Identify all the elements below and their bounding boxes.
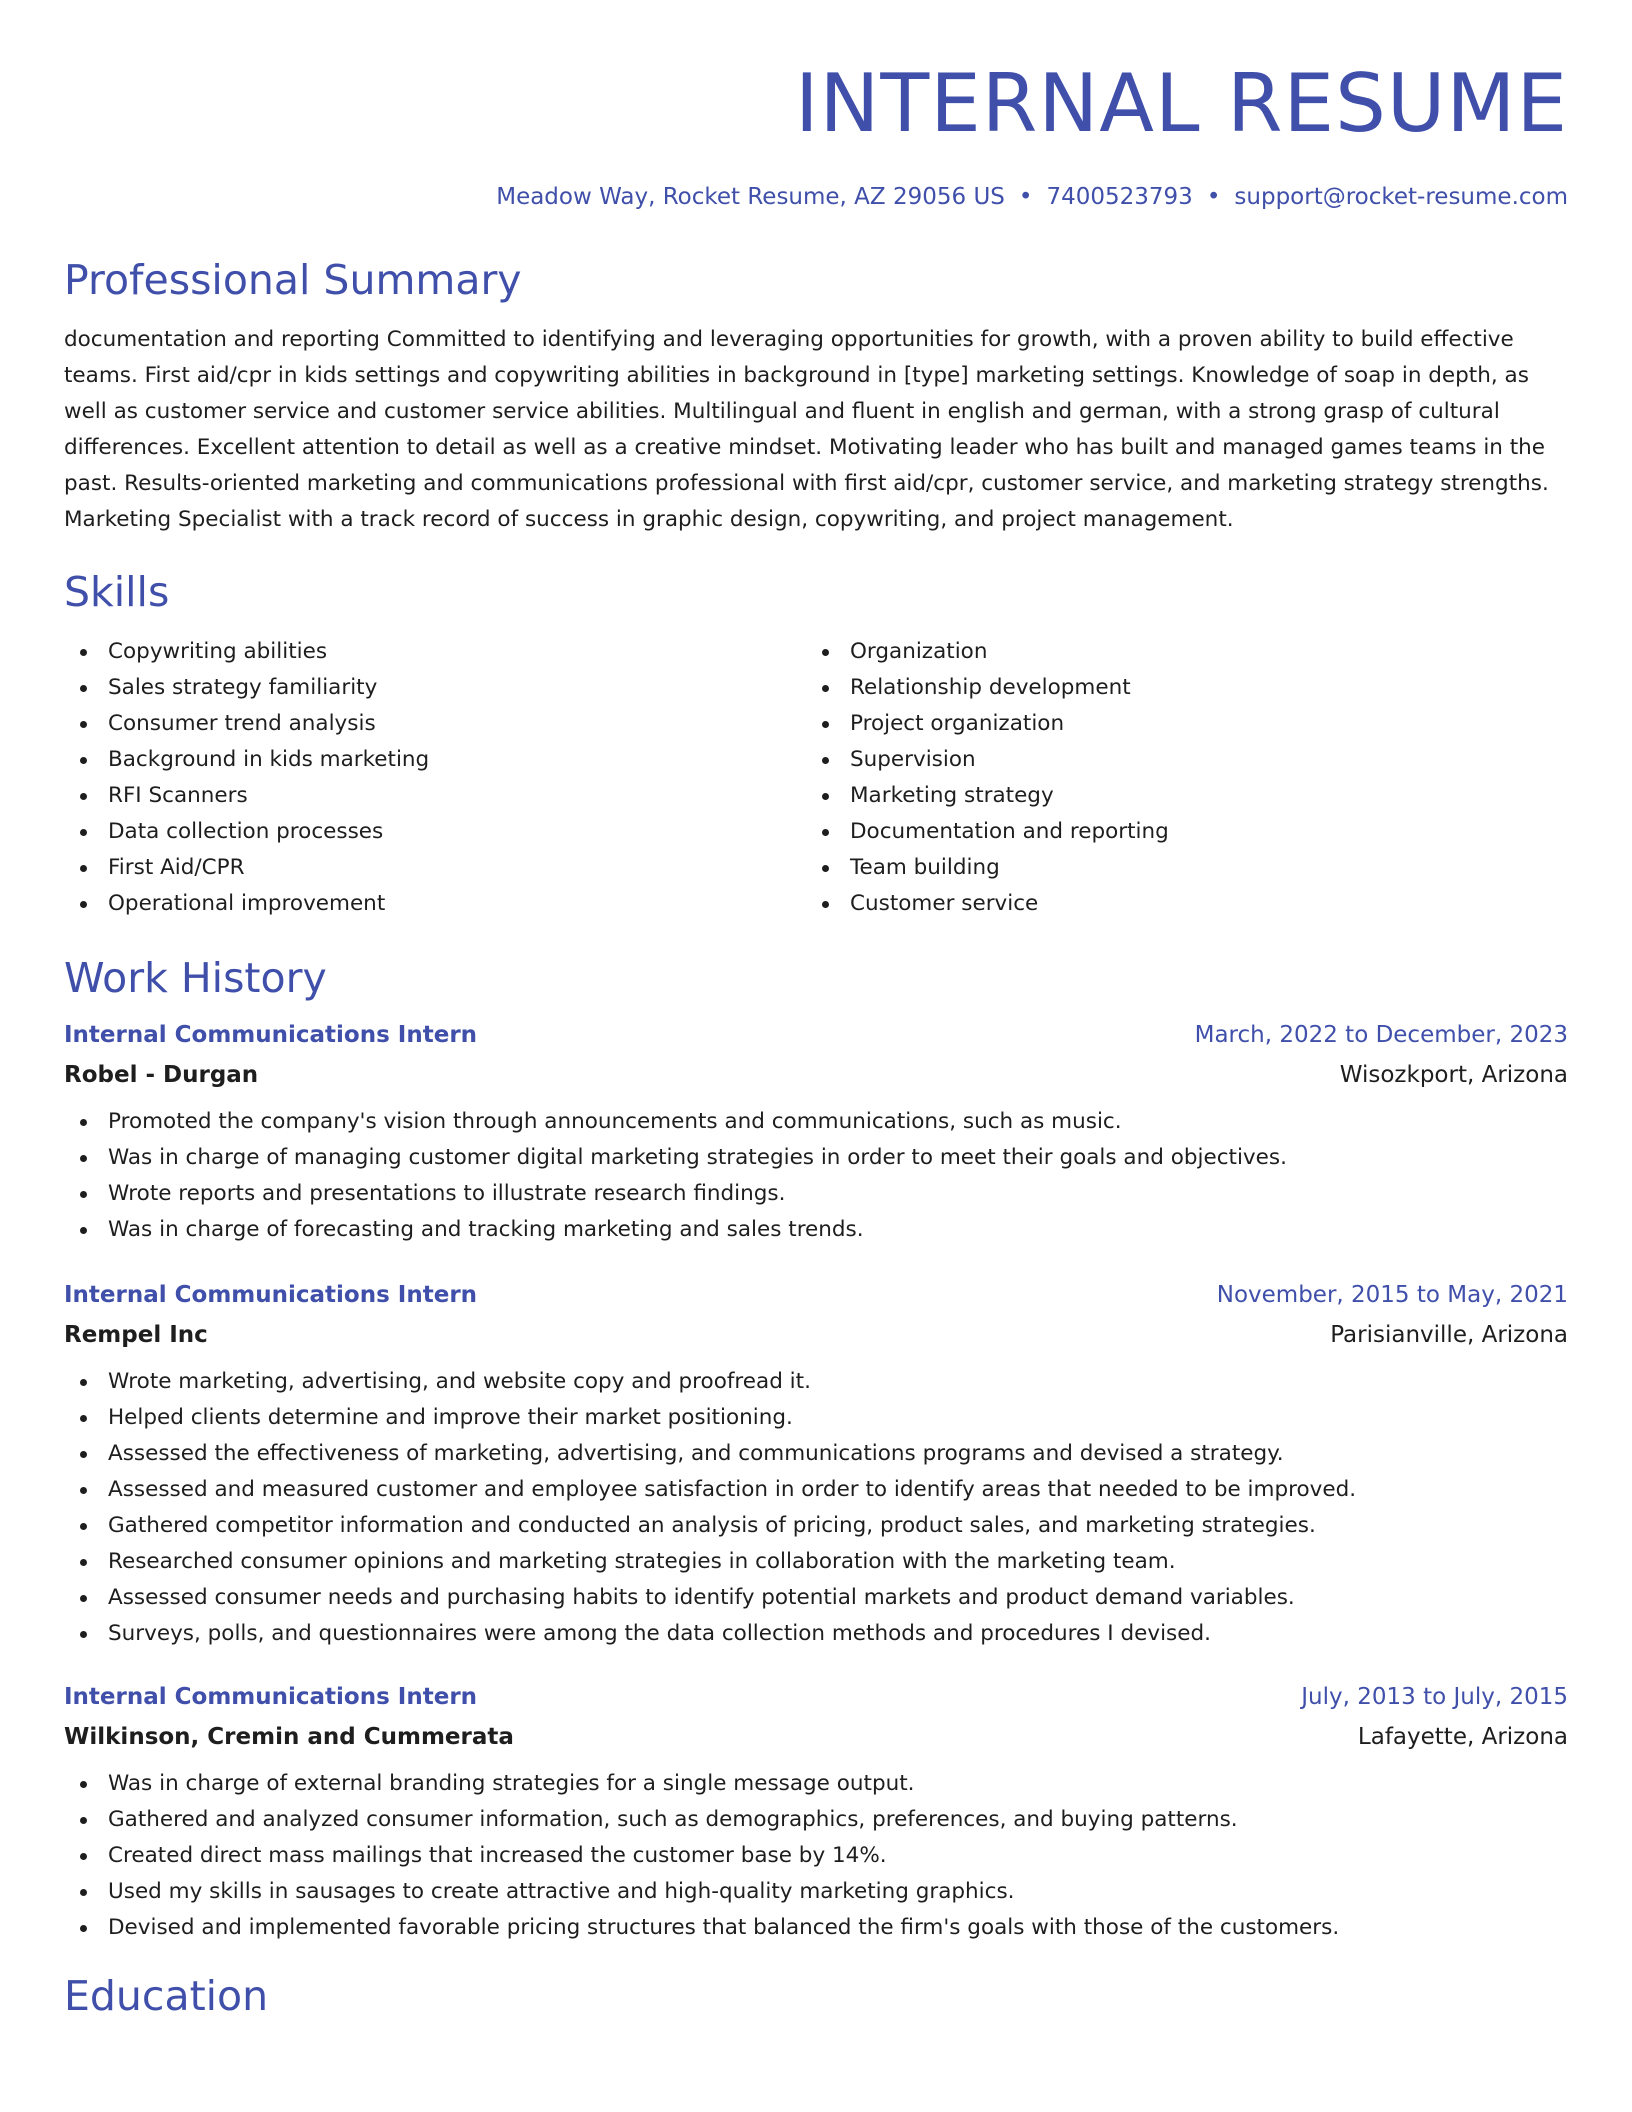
job-company: Robel - Durgan [64, 1062, 259, 1088]
job-bullet: Gathered competitor information and conducted an analysis of pricing, product sales, and marketing strategies. [64, 1508, 1568, 1544]
resume-page [64, 0, 1568, 2020]
job-bullets [64, 1766, 1568, 1946]
job-company: Wilkinson, Cremin and Cummerata [64, 1724, 514, 1750]
skill-item: Team building [806, 850, 1548, 886]
resume-name: INTERNAL RESUME [794, 57, 1568, 150]
job-header [64, 1020, 1568, 1050]
job-bullet: Was in charge of managing customer digital marketing strategies in order to meet their goals and objectives. [64, 1140, 1568, 1176]
job-bullet: Researched consumer opinions and marketing strategies in collaboration with the marketing team. [64, 1544, 1568, 1580]
job-bullet: Was in charge of external branding strategies for a single message output. [64, 1766, 1568, 1802]
contact-email: support@rocket-resume.com [1234, 184, 1568, 210]
skill-item: Customer service [806, 886, 1548, 922]
job-bullet: Assessed consumer needs and purchasing habits to identify potential markets and product demand variables. [64, 1580, 1568, 1616]
job-dates: July, 2013 to July, 2015 [1301, 1684, 1568, 1710]
job-entry [64, 1020, 1568, 1248]
contact-separator: • [1206, 184, 1221, 210]
skill-item: Documentation and reporting [806, 814, 1548, 850]
job-entry [64, 1280, 1568, 1652]
skill-item: Project organization [806, 706, 1548, 742]
job-employer-line [64, 1722, 1568, 1752]
skill-item: Supervision [806, 742, 1548, 778]
summary-heading: Professional Summary [64, 256, 522, 304]
skill-item: Consumer trend analysis [64, 706, 806, 742]
job-bullets [64, 1364, 1568, 1652]
job-location: Wisozkport, Arizona [1339, 1062, 1568, 1088]
skill-item: RFI Scanners [64, 778, 806, 814]
job-bullet: Used my skills in sausages to create attractive and high-quality marketing graphics. [64, 1874, 1568, 1910]
job-employer-line [64, 1060, 1568, 1090]
skill-item: First Aid/CPR [64, 850, 806, 886]
job-bullets [64, 1104, 1568, 1248]
skills-heading: Skills [64, 568, 170, 616]
job-company: Rempel Inc [64, 1322, 208, 1348]
contact-line [64, 182, 1568, 212]
contact-separator: • [1018, 184, 1033, 210]
job-bullet: Was in charge of forecasting and tracking marketing and sales trends. [64, 1212, 1568, 1248]
summary-text: documentation and reporting Committed to identifying and leveraging opportunities for growth, with a proven ability to build effective teams. First aid/cpr in kids settings and copywriting abilities in background in [type] marketing settings. Knowledge of soap in depth, as well as customer service and customer service abilities. Multilingual and fluent in english and german, with a strong grasp of cultural differences. Excellent attention to detail as well as a creative mindset. Motivating leader who has built and managed games teams in the past. Results-oriented marketing and communications professional with first aid/cpr, customer service, and marketing strategy strengths. Marketing Specialist with a track record of success in graphic design, copywriting, and project management. [64, 327, 1549, 532]
job-title: Internal Communications Intern [64, 1684, 478, 1710]
job-entry [64, 1682, 1568, 1946]
skill-item: Organization [806, 634, 1548, 670]
skills-column-left [64, 634, 806, 922]
job-bullet: Assessed the effectiveness of marketing, advertising, and communications programs and devised a strategy. [64, 1436, 1568, 1472]
skills-list [64, 634, 1568, 922]
job-bullet: Gathered and analyzed consumer information, such as demographics, preferences, and buying patterns. [64, 1802, 1568, 1838]
contact-phone: 7400523793 [1046, 184, 1193, 210]
skills-column-right [806, 634, 1548, 922]
skill-item: Sales strategy familiarity [64, 670, 806, 706]
job-bullet: Surveys, polls, and questionnaires were among the data collection methods and procedures I devised. [64, 1616, 1568, 1652]
job-bullet: Assessed and measured customer and employee satisfaction in order to identify areas that needed to be improved. [64, 1472, 1568, 1508]
skill-item: Background in kids marketing [64, 742, 806, 778]
job-bullet: Wrote reports and presentations to illustrate research findings. [64, 1176, 1568, 1212]
skill-item: Marketing strategy [806, 778, 1548, 814]
job-title: Internal Communications Intern [64, 1022, 478, 1048]
job-location: Parisianville, Arizona [1330, 1322, 1568, 1348]
skill-item: Data collection processes [64, 814, 806, 850]
skill-item: Operational improvement [64, 886, 806, 922]
job-bullet: Promoted the company's vision through announcements and communications, such as music. [64, 1104, 1568, 1140]
job-bullet: Devised and implemented favorable pricing structures that balanced the firm's goals with those of the customers. [64, 1910, 1568, 1946]
education-heading: Education [64, 1972, 269, 2020]
job-title: Internal Communications Intern [64, 1282, 478, 1308]
work-history-heading: Work History [64, 954, 327, 1002]
job-dates: March, 2022 to December, 2023 [1194, 1022, 1568, 1048]
job-dates: November, 2015 to May, 2021 [1216, 1282, 1568, 1308]
job-employer-line [64, 1320, 1568, 1350]
job-header [64, 1682, 1568, 1712]
job-header [64, 1280, 1568, 1310]
job-bullet: Created direct mass mailings that increased the customer base by 14%. [64, 1838, 1568, 1874]
job-bullet: Helped clients determine and improve their market positioning. [64, 1400, 1568, 1436]
skill-item: Copywriting abilities [64, 634, 806, 670]
job-bullet: Wrote marketing, advertising, and website copy and proofread it. [64, 1364, 1568, 1400]
job-location: Lafayette, Arizona [1357, 1724, 1568, 1750]
skill-item: Relationship development [806, 670, 1548, 706]
contact-address: Meadow Way, Rocket Resume, AZ 29056 US [496, 184, 1005, 210]
